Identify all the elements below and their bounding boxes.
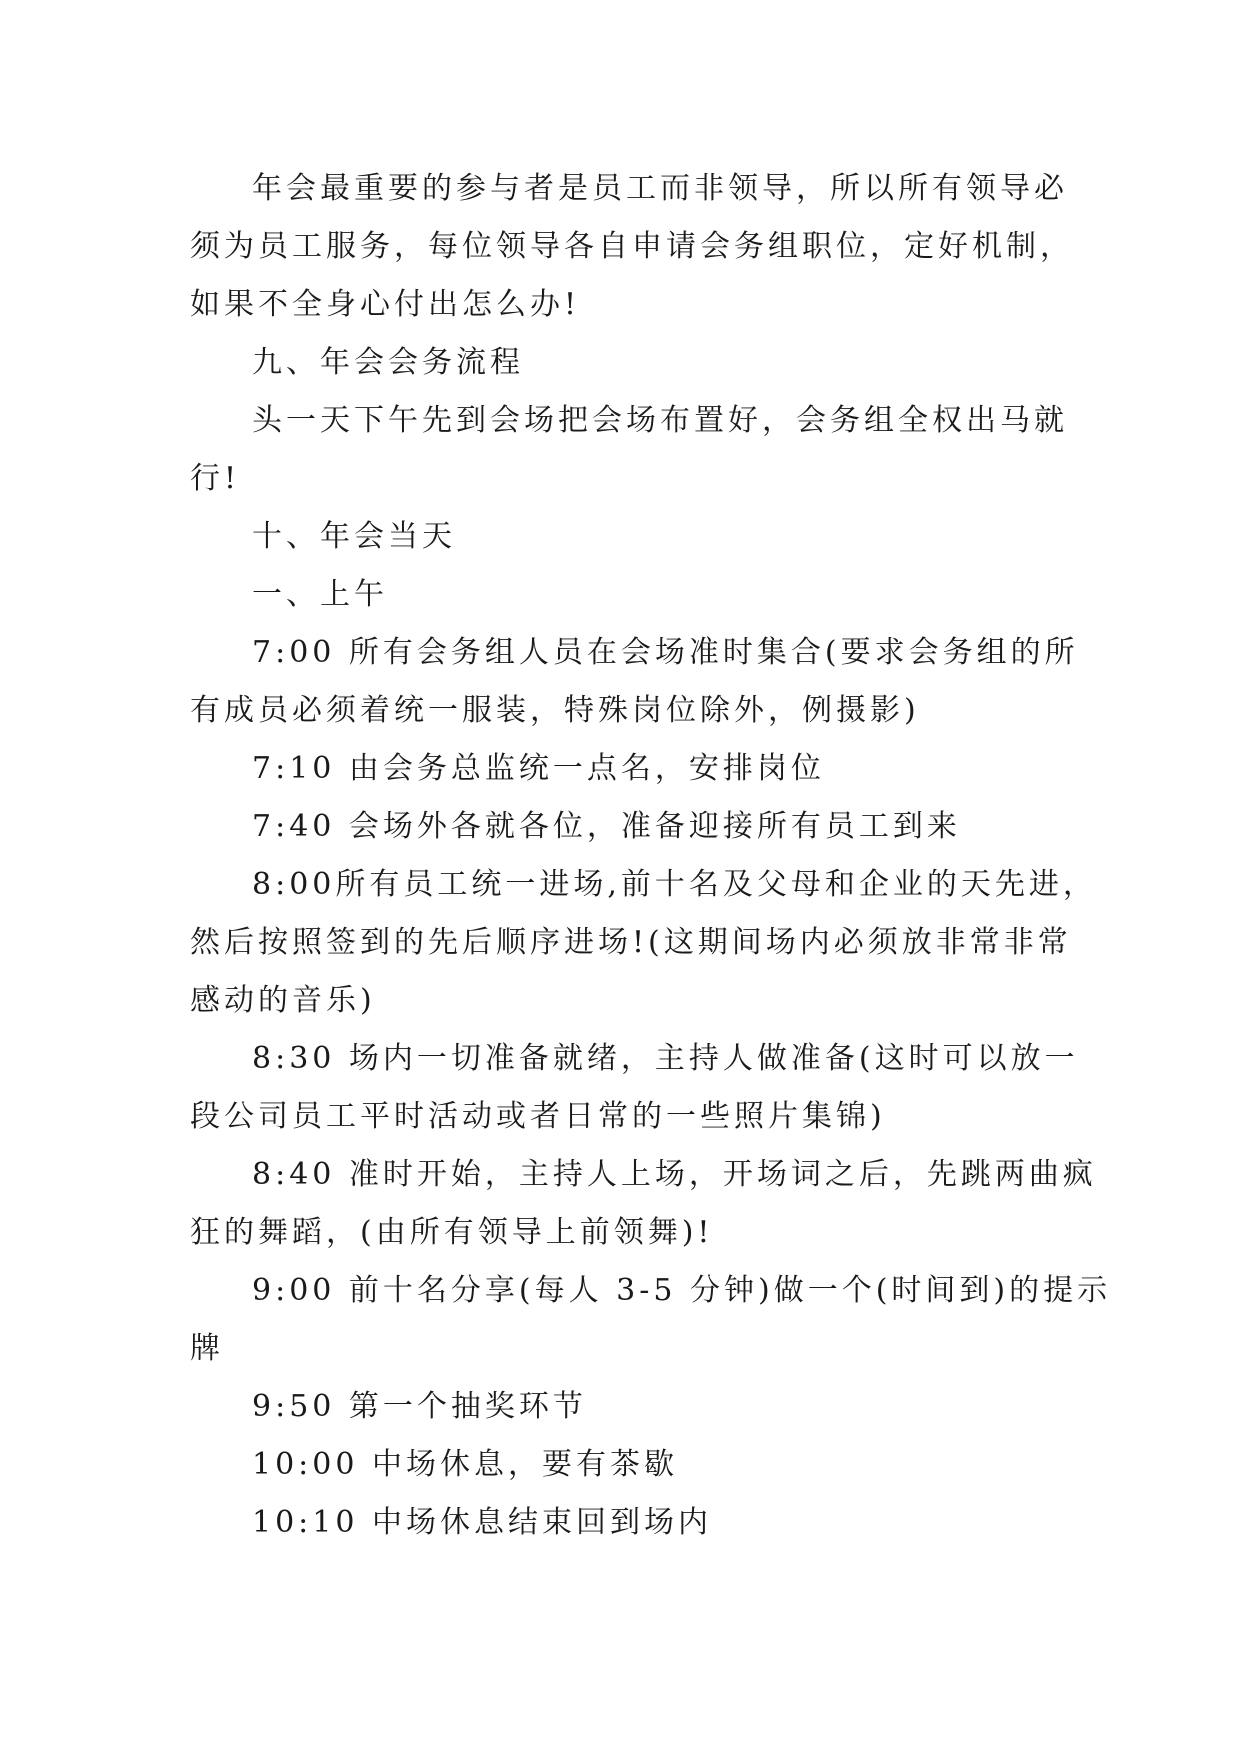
subsection-heading: 一、上午 bbox=[252, 577, 388, 612]
paragraph-line: 如果不全身心付出怎么办! bbox=[190, 287, 581, 322]
schedule-item: 9:00 前十名分享(每人 3-5 分钟)做一个(时间到)的提示 bbox=[252, 1273, 1112, 1308]
paragraph-line: 行! bbox=[190, 461, 241, 496]
section-heading: 九、年会会务流程 bbox=[252, 345, 524, 380]
schedule-item: 10:00 中场休息，要有茶歇 bbox=[252, 1447, 678, 1482]
paragraph-line: 头一天下午先到会场把会场布置好，会务组全权出马就 bbox=[252, 403, 1068, 438]
paragraph-line: 然后按照签到的先后顺序进场!(这期间场内必须放非常非常 bbox=[190, 925, 1072, 960]
schedule-item: 7:00 所有会务组人员在会场准时集合(要求会务组的所 bbox=[252, 635, 1079, 670]
schedule-item: 9:50 第一个抽奖环节 bbox=[252, 1389, 587, 1424]
schedule-item: 7:40 会场外各就各位，准备迎接所有员工到来 bbox=[252, 809, 961, 844]
paragraph-line: 牌 bbox=[190, 1331, 224, 1366]
section-heading: 十、年会当天 bbox=[252, 519, 456, 554]
document-body bbox=[190, 160, 1112, 1552]
paragraph-line: 有成员必须着统一服装，特殊岗位除外，例摄影) bbox=[190, 693, 920, 728]
schedule-item: 7:10 由会务总监统一点名，安排岗位 bbox=[252, 751, 825, 786]
paragraph-line: 年会最重要的参与者是员工而非领导，所以所有领导必 bbox=[252, 171, 1068, 206]
schedule-item: 8:00所有员工统一进场,前十名及父母和企业的天先进， bbox=[252, 867, 1097, 902]
paragraph-line: 须为员工服务，每位领导各自申请会务组职位，定好机制， bbox=[190, 229, 1074, 264]
schedule-item: 8:40 准时开始，主持人上场，开场词之后，先跳两曲疯 bbox=[252, 1157, 1097, 1192]
paragraph-line: 狂的舞蹈，(由所有领导上前领舞)! bbox=[190, 1215, 714, 1250]
schedule-item: 10:10 中场休息结束回到场内 bbox=[252, 1505, 712, 1540]
schedule-item: 8:30 场内一切准备就绪，主持人做准备(这时可以放一 bbox=[252, 1041, 1079, 1076]
paragraph-line: 感动的音乐) bbox=[190, 983, 376, 1018]
paragraph-line: 段公司员工平时活动或者日常的一些照片集锦) bbox=[190, 1099, 886, 1134]
